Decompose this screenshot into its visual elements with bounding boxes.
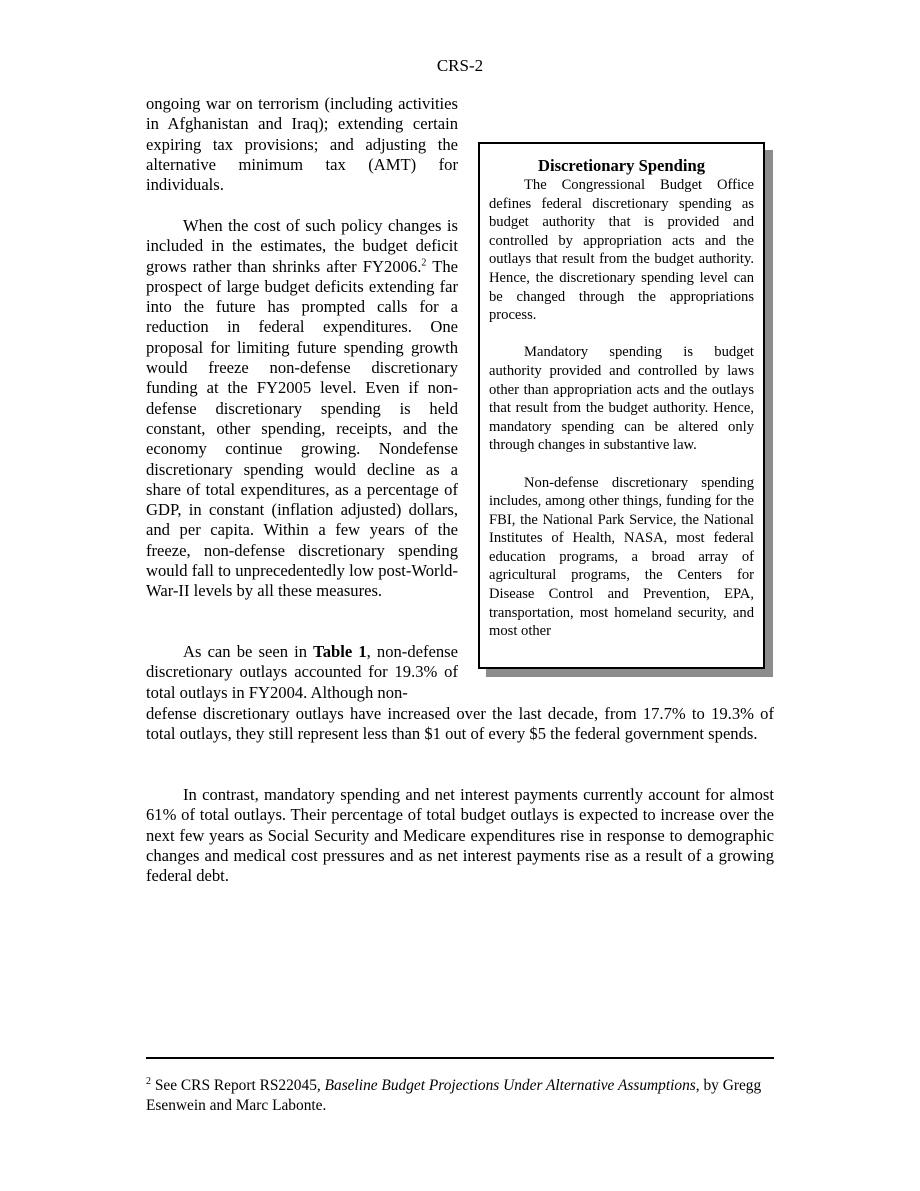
footnote-reference-2[interactable]: 2 bbox=[421, 257, 427, 269]
sidebar-title: Discretionary Spending bbox=[537, 156, 706, 175]
paragraph-2-text-b: The prospect of large budget deficits extending far into the future has prompted calls for a reduction in federal expenditures. One proposal for limiting future spending growth would freeze non-defense discretionary funding at the FY2005 level. Even if non-defense discretionary spending is held constant, other spending, receipts, and the economy continue growing. Nondefense discretionary spending would decline as a share of total expenditures, as a percentage of GDP, in constant (inflation adjusted) dollars, and per capita. Within a few years of the freeze, non-defense discretionary spending would fall to unprecedentedly low post-World-War-II levels by all these measures. bbox=[146, 256, 458, 601]
footnote-text-b: , by Gregg Esenwein and Marc Labonte. bbox=[146, 1077, 762, 1114]
body-paragraph-2 bbox=[146, 216, 458, 602]
footnote-mark: 2 bbox=[146, 1075, 151, 1087]
footnote-divider bbox=[146, 1057, 774, 1059]
footnote-2 bbox=[146, 1076, 774, 1116]
body-paragraph-3-column bbox=[146, 642, 458, 703]
sidebar-paragraph-2: Mandatory spending is budget authority provided and controlled by laws other than appropriation acts and the outlays that result from the budget authority. Hence, mandatory spending can be altered only through changes in substantive law. bbox=[489, 344, 754, 454]
paragraph-3-column-rest: , non-defense discretionary outlays accounted for 19.3% of total outlays in FY2004. Although non- bbox=[146, 642, 458, 702]
body-paragraph-4: In contrast, mandatory spending and net interest payments currently account for almost 61% of total outlays. Their percentage of total budget outlays is expected to increase over the next few years as Social Security and Medicare expenditures rise in response to demographic changes and medical cost pressures and as net interest payments rise as a result of a growing federal debt. bbox=[146, 785, 774, 886]
body-paragraph-1: ongoing war on terrorism (including activities in Afghanistan and Iraq); extending certain expiring tax provisions; and adjusting the alternative minimum tax (AMT) for individuals. bbox=[146, 94, 458, 195]
footnote-report-title: Baseline Budget Projections Under Alternative Assumptions bbox=[324, 1077, 696, 1094]
page-number-header: CRS-2 bbox=[436, 56, 484, 75]
paragraph-2-text-a: When the cost of such policy changes is included in the estimates, the budget deficit grows rather than shrinks after FY2006. bbox=[146, 216, 458, 276]
sidebar-paragraph-1: The Congressional Budget Office defines federal discretionary spending as budget authority that is provided and controlled by appropriation acts and the outlays that result from the budget authority. Hence, the discretionary spending level can be changed through the appropriations process. bbox=[489, 177, 754, 324]
paragraph-3-lead: As can be seen in bbox=[183, 642, 314, 661]
footnote-text-a: See CRS Report RS22045, bbox=[151, 1077, 325, 1094]
discretionary-spending-sidebar bbox=[478, 142, 765, 669]
sidebar-paragraph-3: Non-defense discretionary spending includes, among other things, funding for the FBI, the National Park Service, the National Institutes of Health, NASA, most federal education programs, a broad array of agricultural programs, the Centers for Disease Control and Prevention, EPA, transportation, most homeland security, and most other bbox=[489, 474, 754, 640]
table-1-reference: Table 1 bbox=[313, 642, 367, 661]
body-paragraph-3-continued: defense discretionary outlays have increased over the last decade, from 17.7% to 19.3% of total outlays, they still represent less than $1 out of every $5 the federal government spends. bbox=[146, 704, 774, 744]
